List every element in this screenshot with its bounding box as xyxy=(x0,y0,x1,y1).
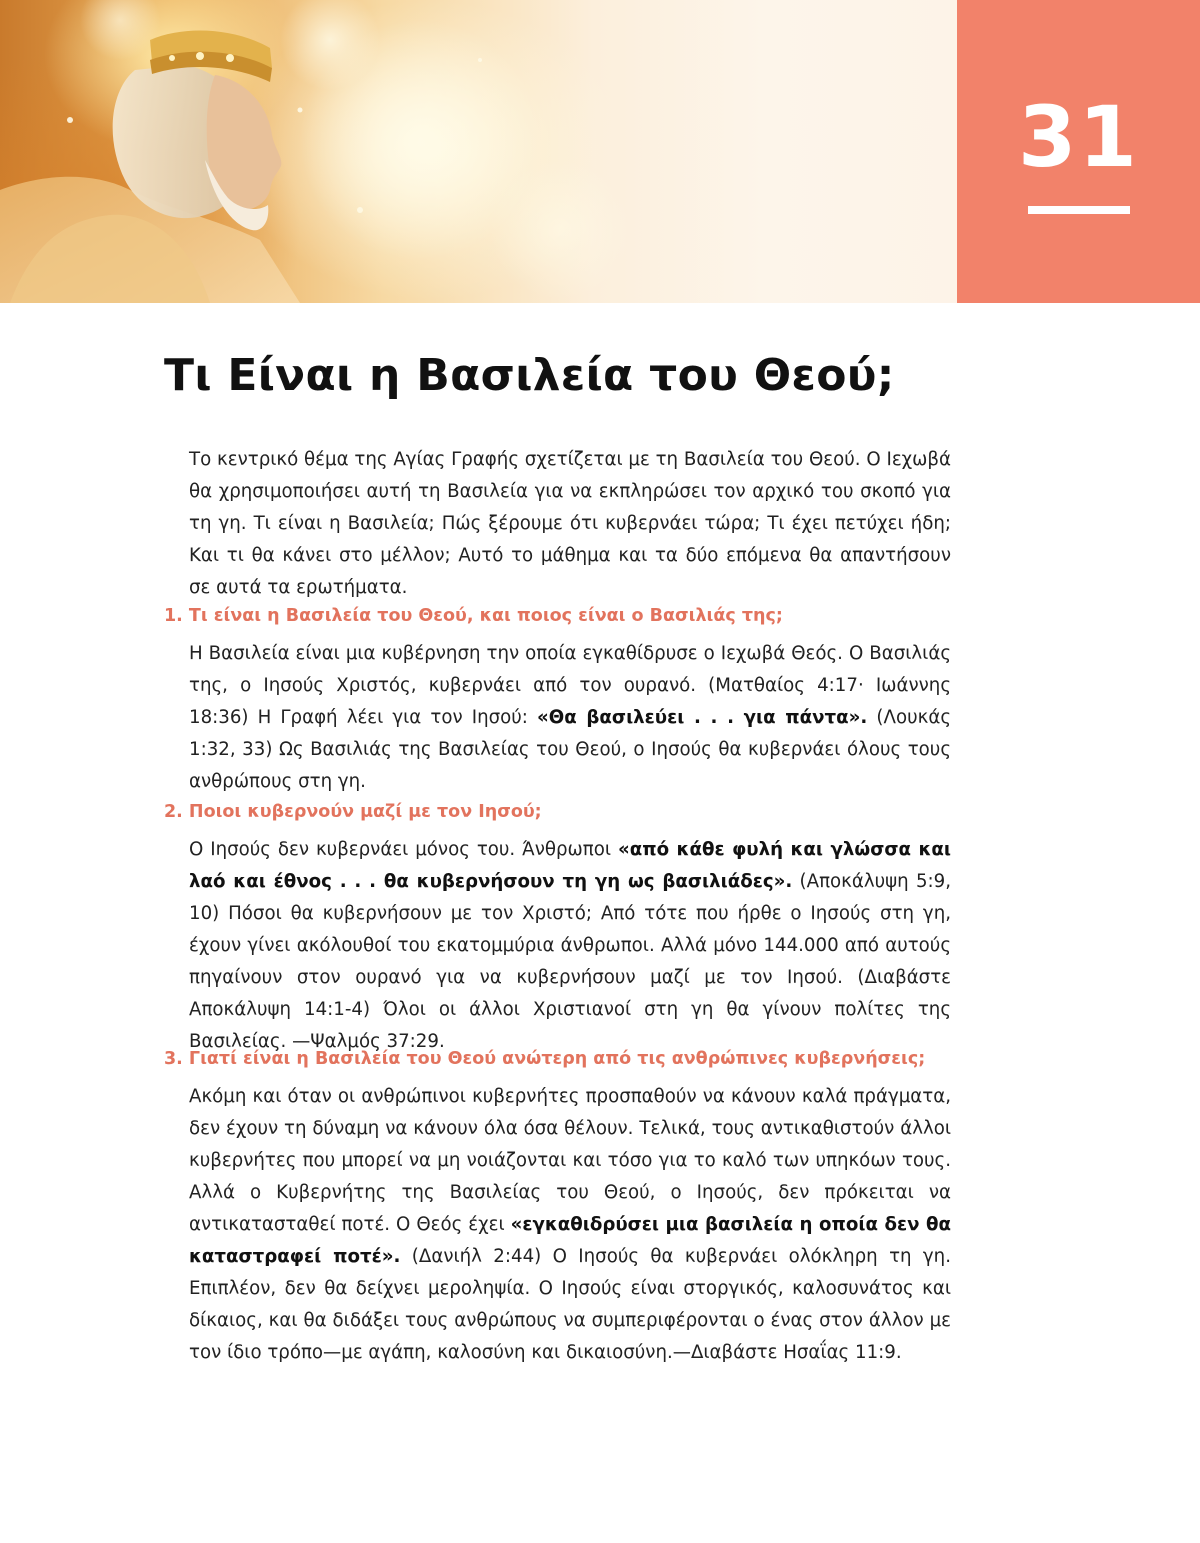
body-text: (Αποκάλυψη 5:9, 10) Πόσοι θα κυβερνήσουν με τον Χριστό; Από τότε που ήρθε ο Ιησούς στη γη, έχουν γίνει ακόλουθοί του εκατομμύρια άνθρωποι. Αλλά μόνο 144.000 από αυτούς πηγαίνουν στον ουρανό για να κυβερνήσουν μαζί με τον Ιησού. (Διαβάστε Αποκάλυψη 14:1-4) Όλοι οι άλλοι Χριστιανοί στη γη θα γίνουν πολίτες της Βασιλείας. —Ψαλμός 37:29. xyxy=(189,871,951,1052)
section-heading: 3. Γιατί είναι η Βασιλεία του Θεού ανώτερη από τις ανθρώπινες κυβερνήσεις; xyxy=(164,1049,926,1069)
section-body xyxy=(189,1081,951,1369)
body-text: Ο Ιησούς δεν κυβερνάει μόνος του. Άνθρωποι xyxy=(189,839,618,860)
page-title: Τι Είναι η Βασιλεία του Θεού; xyxy=(164,350,895,401)
king-portrait-illustration xyxy=(0,0,957,303)
section-1 xyxy=(164,604,951,798)
body-text: (Δανιήλ 2:44) Ο Ιησούς θα κυβερνάει ολόκληρη τη γη. Επιπλέον, δεν θα δείχνει μεροληψία. Ο Ιησούς είναι στοργικός, καλοσυνάτος και δίκαιος, και θα διδάξει τους ανθρώπους να συμπεριφέρονται ο ένας στον άλλον με τον ίδιο τρόπο—με αγάπη, καλοσύνη και δικαιοσύνη.—Διαβάστε Ησαΐας 11:9. xyxy=(189,1246,951,1363)
chapter-underline xyxy=(1028,206,1130,214)
chapter-number: 31 xyxy=(1018,88,1139,186)
scripture-quote: «εγκαθιδρύσει μια βασιλεία η οποία δεν θα καταστραφεί ποτέ». xyxy=(189,1214,951,1267)
hero-image xyxy=(0,0,957,303)
section-heading: 2. Ποιοι κυβερνούν μαζί με τον Ιησού; xyxy=(164,802,542,822)
body-text: Ακόμη και όταν οι ανθρώπινοι κυβερνήτες προσπαθούν να κάνουν καλά πράγματα, δεν έχουν τη δύναμη να κάνουν όλα όσα θέλουν. Τελικά, τους αντικαθιστούν άλλοι κυβερνήτες που μπορεί να μη νοιάζονται και τόσο για το καλό των υπηκόων τους. Αλλά ο Κυβερνήτης της Βασιλείας του Θεού, ο Ιησούς, δεν πρόκειται να αντικατασταθεί ποτέ. Ο Θεός έχει xyxy=(189,1086,951,1235)
body-text: Η Βασιλεία είναι μια κυβέρνηση την οποία εγκαθίδρυσε ο Ιεχωβά Θεός. Ο Βασιλιάς της, ο Ιησούς Χριστός, κυβερνάει από τον ουρανό. (Ματθαίος 4:17· Ιωάννης 18:36) Η Γραφή λέει για τον Ιησού: xyxy=(189,643,951,728)
section-2 xyxy=(164,800,951,1058)
section-3 xyxy=(164,1047,951,1369)
body-text: (Λουκάς 1:32, 33) Ως Βασιλιάς της Βασιλείας του Θεού, ο Ιησούς θα κυβερνάει όλους τους ανθρώπους στη γη. xyxy=(189,707,951,792)
chapter-badge xyxy=(957,0,1200,303)
section-body xyxy=(189,834,951,1058)
scripture-quote: «Θα βασιλεύει . . . για πάντα». xyxy=(537,707,868,728)
intro-paragraph: Το κεντρικό θέμα της Αγίας Γραφής σχετίζεται με τη Βασιλεία του Θεού. Ο Ιεχωβά θα χρησιμοποιήσει αυτή τη Βασιλεία για να εκπληρώσει τον αρχικό του σκοπό για τη γη. Τι είναι η Βασιλεία; Πώς ξέρουμε ότι κυβερνάει τώρα; Τι έχει πετύχει ήδη; Και τι θα κάνει στο μέλλον; Αυτό το μάθημα και τα δύο επόμενα θα απαντήσουν σε αυτά τα ερωτήματα. xyxy=(189,449,951,598)
scripture-quote: «από κάθε φυλή και γλώσσα και λαό και έθνος . . . θα κυβερνήσουν τη γη ως βασιλιάδες». xyxy=(189,839,951,892)
section-body xyxy=(189,638,951,798)
section-heading: 1. Τι είναι η Βασιλεία του Θεού, και ποιος είναι ο Βασιλιάς της; xyxy=(164,606,783,626)
